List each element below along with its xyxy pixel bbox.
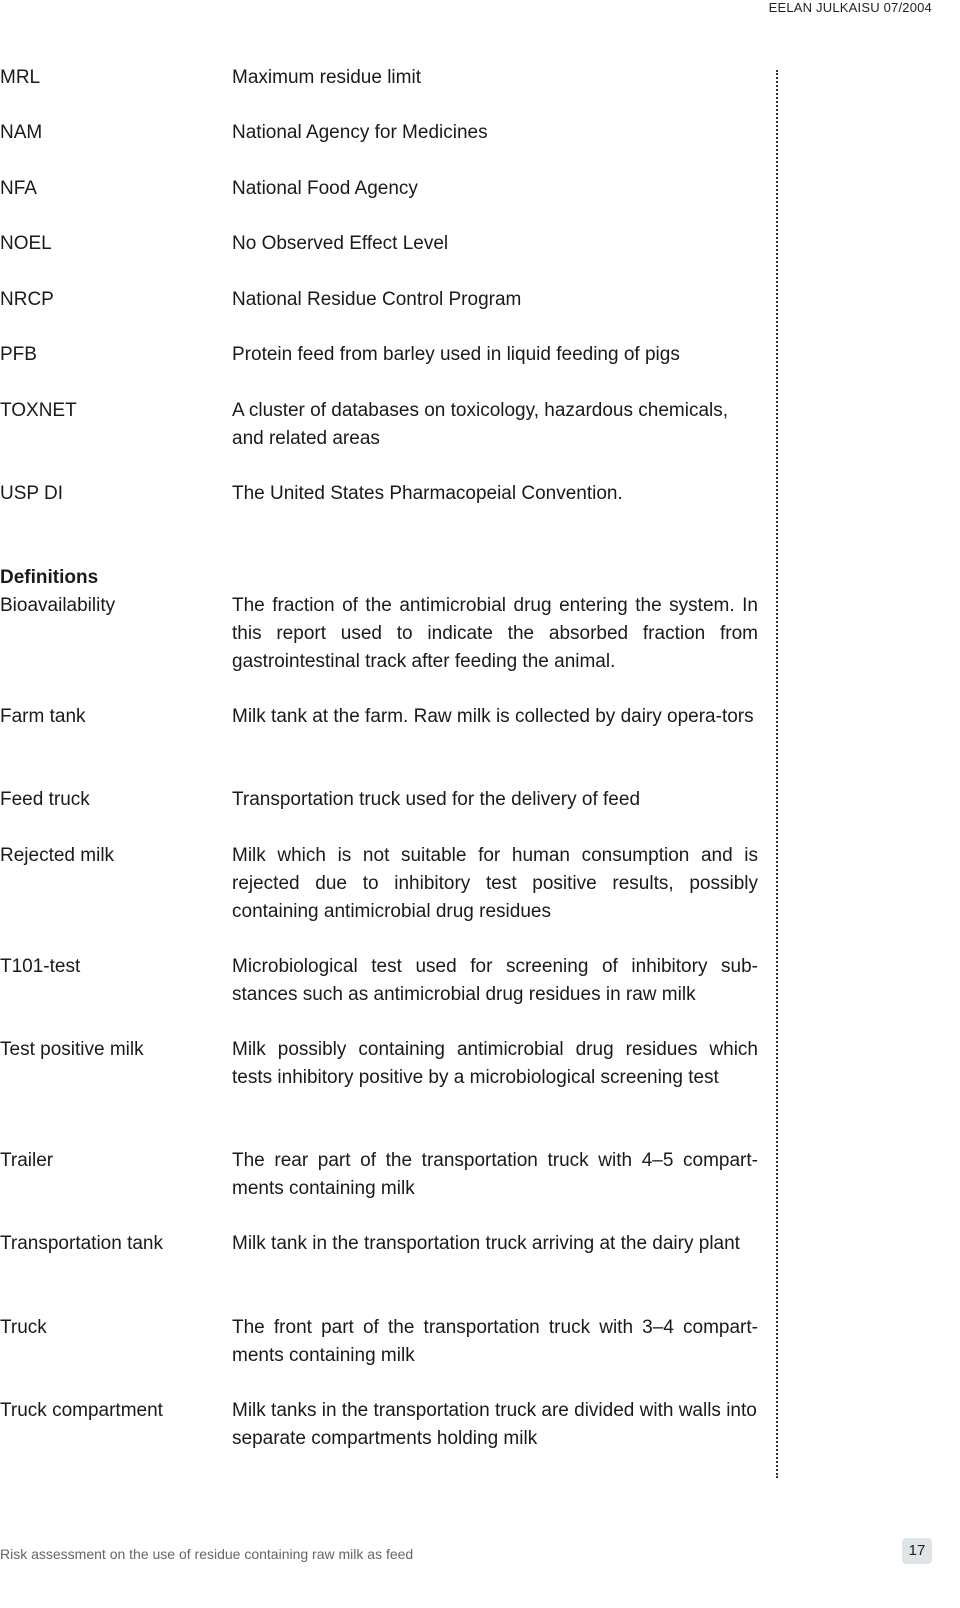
page-number: 17 xyxy=(902,1538,932,1564)
definitions-heading: Definitions xyxy=(0,567,99,588)
abbreviation-definition: No Observed Effect Level xyxy=(232,233,449,254)
publication-header: EELAN JULKAISU 07/2004 xyxy=(768,0,932,15)
abbreviation-definition: A cluster of databases on toxicology, hazardous chemicals, and related areas xyxy=(232,400,729,449)
abbreviation-term: PFB xyxy=(0,344,37,365)
definition-text: The front part of the transportation truck with 3–4 compart-ments containing milk xyxy=(232,1317,758,1366)
definition-text: Transportation truck used for the delivery of feed xyxy=(232,789,641,810)
definition-term: Trailer xyxy=(0,1150,54,1171)
definition-text: Milk which is not suitable for human consumption and is rejected due to inhibitory test positive results, possibly containing antimicrobial drug residues xyxy=(232,845,758,922)
definition-text: Milk tanks in the transportation truck are divided with walls into separate compartments holding milk xyxy=(232,1400,757,1449)
definition-term: Truck compartment xyxy=(0,1400,163,1421)
definition-term: Truck xyxy=(0,1317,47,1338)
abbreviation-definition: Maximum residue limit xyxy=(232,67,421,88)
dotted-divider xyxy=(776,70,778,1478)
definition-text: Milk possibly containing antimicrobial drug residues which tests inhibitory positive by a microbiological screening test xyxy=(232,1039,758,1088)
footer-title: Risk assessment on the use of residue containing raw milk as feed xyxy=(0,1546,414,1562)
definition-text: The rear part of the transportation truck with 4–5 compart-ments containing milk xyxy=(232,1150,758,1199)
definition-text: Milk tank in the transportation truck arriving at the dairy plant xyxy=(232,1233,740,1254)
abbreviation-term: NAM xyxy=(0,122,43,143)
abbreviation-definition: Protein feed from barley used in liquid feeding of pigs xyxy=(232,344,680,365)
definition-term: Rejected milk xyxy=(0,845,115,866)
definition-term: Test positive milk xyxy=(0,1039,144,1060)
abbreviation-definition: National Residue Control Program xyxy=(232,289,522,310)
abbreviation-term: NOEL xyxy=(0,233,52,254)
definition-term: Farm tank xyxy=(0,706,86,727)
abbreviation-term: USP DI xyxy=(0,483,64,504)
abbreviation-term: NRCP xyxy=(0,289,54,310)
definition-text: Microbiological test used for screening of inhibitory sub-stances such as antimicrobial drug residues in raw milk xyxy=(232,956,758,1005)
definition-term: Transportation tank xyxy=(0,1233,163,1254)
definition-term: T101-test xyxy=(0,956,81,977)
abbreviation-term: MRL xyxy=(0,67,41,88)
abbreviation-term: TOXNET xyxy=(0,400,77,421)
abbreviation-definition: National Agency for Medicines xyxy=(232,122,488,143)
abbreviation-definition: National Food Agency xyxy=(232,178,418,199)
definition-text: Milk tank at the farm. Raw milk is collected by dairy opera-tors xyxy=(232,706,754,727)
definition-term: Bioavailability xyxy=(0,595,116,616)
definition-term: Feed truck xyxy=(0,789,90,810)
abbreviation-term: NFA xyxy=(0,178,37,199)
definition-text: The fraction of the antimicrobial drug entering the system. In this report used to indicate the absorbed fraction from gastrointestinal track after feeding the animal. xyxy=(232,595,758,672)
abbreviation-definition: The United States Pharmacopeial Convention. xyxy=(232,483,623,504)
